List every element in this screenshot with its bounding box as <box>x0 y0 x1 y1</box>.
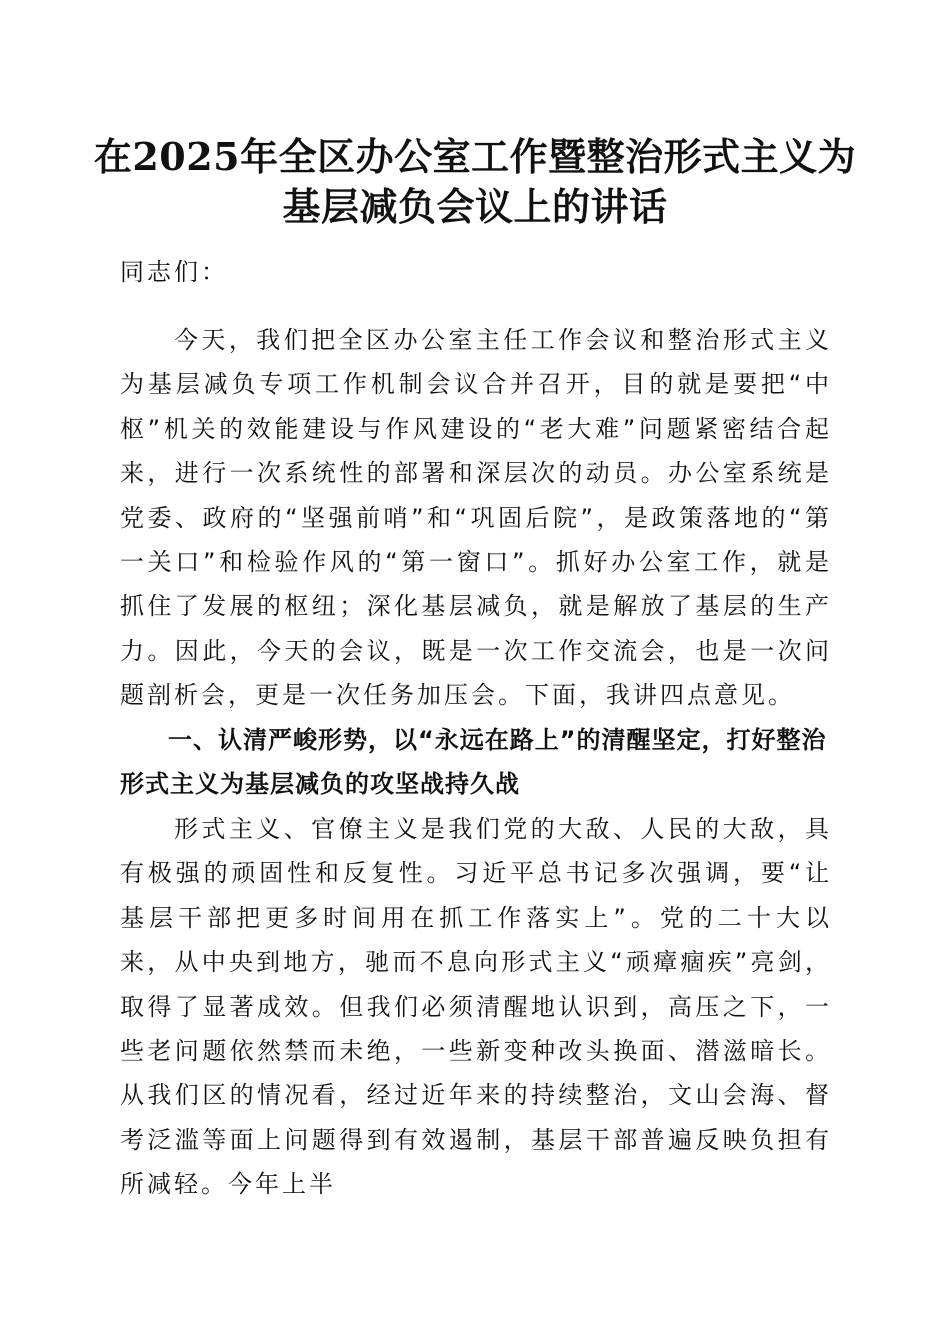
salutation: 同志们： <box>120 258 228 286</box>
section-heading-1: 一、认清严峻形势，以“永远在路上”的清醒坚定，打好整治形式主义为基层减负的攻坚战持久战 <box>120 726 827 799</box>
opening-paragraph: 今天，我们把全区办公室主任工作会议和整治形式主义为基层减负专项工作机制会议合并召开，目的就是要把“中枢”机关的效能建设与作风建设的“老大难”问题紧密结合起来，进行一次系统性的部署和深层次的动员。办公室系统是党委、政府的“坚强前哨”和“巩固后院”，是政策落地的“第一关口”和检验作风的“第一窗口”。抓好办公室工作，就是抓住了发展的枢纽；深化基层减负，就是解放了基层的生产力。因此，今天的会议，既是一次工作交流会，也是一次问题剖析会，更是一次任务加压会。下面，我讲四点意见。 <box>120 326 832 710</box>
section-1-paragraph: 形式主义、官僚主义是我们党的大敌、人民的大敌，具有极强的顽固性和反复性。习近平总书记多次强调，要“让基层干部把更多时间用在抓工作落实上”。党的二十大以来，从中央到地方，驰而不息向形式主义“顽瘴痼疾”亮剑，取得了显著成效。但我们必须清醒地认识到，高压之下，一些老问题依然禁而未绝，一些新变种改头换面、潜滋暗长。从我们区的情况看，经过近年来的持续整治，文山会海、督考泛滥等面上问题得到有效遏制，基层干部普遍反映负担有所减轻。今年上半 <box>120 815 832 1199</box>
title-line-2: 基层减负会议上的讲话 <box>282 184 668 229</box>
title-line-1: 在2025年全区办公室工作暨整治形式主义为 <box>93 134 857 179</box>
document-title <box>60 132 890 232</box>
